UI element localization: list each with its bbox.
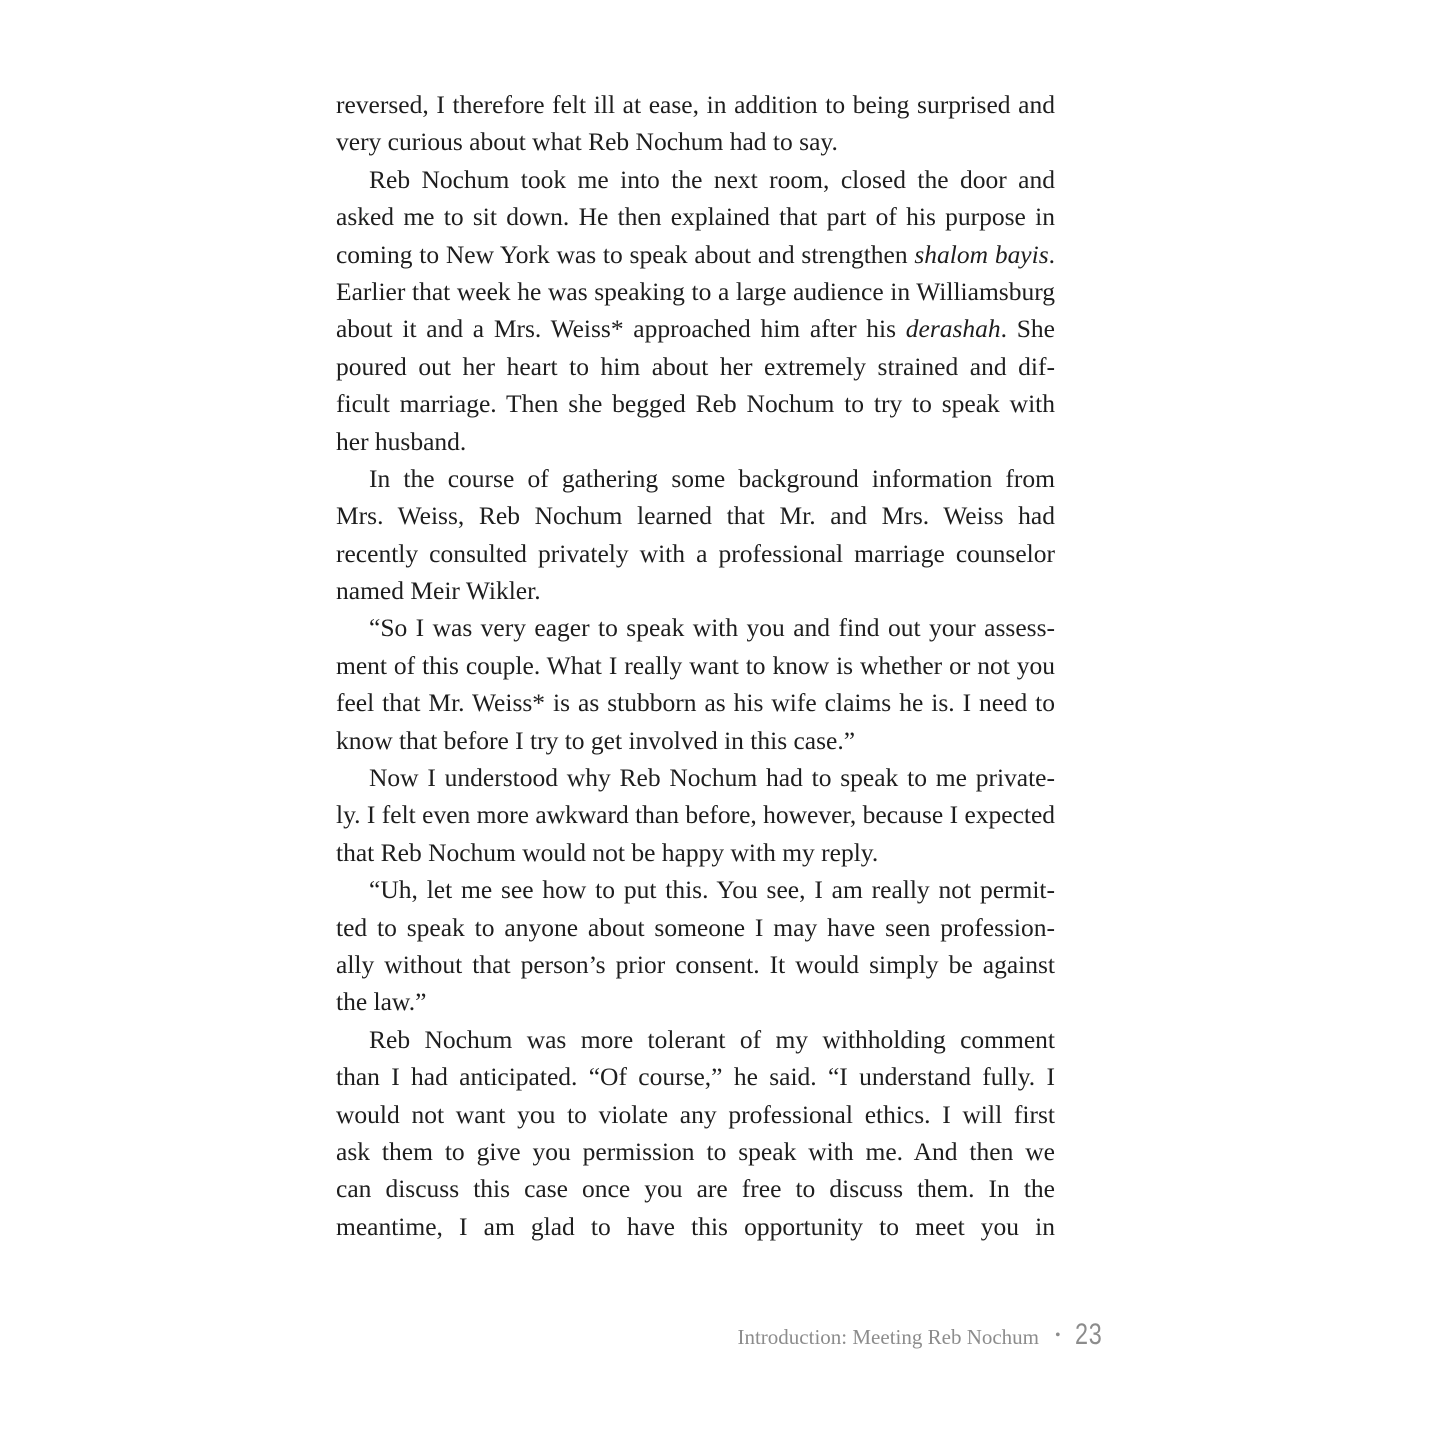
text-line-content: recently consulted privately with a professional marriage counselor: [336, 538, 1055, 568]
footer-separator: •: [1055, 1327, 1061, 1344]
text-line: [336, 609, 1055, 646]
italic-term: derashah: [905, 314, 1001, 344]
text-line: [336, 722, 1055, 759]
text-line: [336, 946, 1055, 983]
text-line: [336, 198, 1055, 235]
text-line-content: ted to speak to anyone about someone I may have seen profession-: [336, 912, 1055, 942]
text-line: [336, 983, 1055, 1020]
italic-term: shalom bayis: [914, 239, 1049, 269]
text-line: [336, 572, 1055, 609]
text-line-content: “So I was very eager to speak with you and find out your assess-: [369, 613, 1055, 643]
text-line: [336, 796, 1055, 833]
text-line-content: very curious about what Reb Nochum had to say.: [336, 127, 838, 157]
text-line-content: would not want you to violate any professional ethics. I will first: [336, 1099, 1055, 1129]
text-line-content: named Meir Wikler.: [336, 576, 541, 606]
text-line-content: that Reb Nochum would not be happy with my reply.: [336, 837, 879, 867]
text-line: [336, 423, 1055, 460]
page-number: 23: [1074, 1318, 1103, 1351]
text-line: [336, 759, 1055, 796]
text-line-content: than I had anticipated. “Of course,” he said. “I understand fully. I: [336, 1062, 1055, 1092]
text-line-content: ficult marriage. Then she begged Reb Nochum to try to speak with: [336, 389, 1055, 419]
text-line-content: Earlier that week he was speaking to a large audience in Williamsburg: [336, 276, 1055, 306]
text-line-content: the law.”: [336, 987, 427, 1017]
text-line: [336, 1170, 1055, 1207]
text-line: [336, 834, 1055, 871]
text-line-content: reversed, I therefore felt ill at ease, in addition to being surprised and: [336, 90, 1055, 119]
text-line-content: ment of this couple. What I really want to know is whether or not you: [336, 650, 1055, 680]
text-line: [336, 647, 1055, 684]
text-line-content: Mrs. Weiss, Reb Nochum learned that Mr. and Mrs. Weiss had: [336, 501, 1055, 531]
text-line-content: In the course of gathering some background information from: [369, 463, 1055, 493]
text-line-content: Now I understood why Reb Nochum had to speak to me private-: [369, 763, 1055, 793]
text-line-content: asked me to sit down. He then explained that part of his purpose in: [336, 202, 1055, 232]
text-line: [336, 86, 1055, 123]
text-line: [336, 1021, 1055, 1058]
text-line: [336, 684, 1055, 721]
text-line-content: poured out her heart to him about her extremely strained and dif-: [336, 351, 1055, 381]
text-line: [336, 535, 1055, 572]
text-line-content: can discuss this case once you are free to discuss them. In the: [336, 1174, 1055, 1204]
text-line: [336, 1096, 1055, 1133]
text-line-content: Reb Nochum was more tolerant of my withholding comment: [369, 1024, 1055, 1054]
text-line-content: “Uh, let me see how to put this. You see, I am really not permit-: [369, 875, 1055, 905]
text-line-content: ly. I felt even more awkward than before, however, because I expected: [336, 800, 1055, 830]
text-line: [336, 385, 1055, 422]
text-line: [336, 909, 1055, 946]
text-line-content: ask them to give you permission to speak with me. And then we: [336, 1136, 1055, 1166]
page-footer: [737, 1318, 1110, 1352]
text-line-content: her husband.: [336, 426, 467, 456]
text-line: [336, 871, 1055, 908]
text-line: [336, 497, 1055, 534]
text-line-content: feel that Mr. Weiss* is as stubborn as his wife claims he is. I need to: [336, 688, 1055, 718]
text-line-content: ally without that person’s prior consent. It would simply be against: [336, 949, 1055, 979]
text-line-continuation: .: [1048, 239, 1055, 269]
text-line: [336, 123, 1055, 160]
running-head: Introduction: Meeting Reb Nochum: [737, 1325, 1040, 1349]
text-line-content: about it and a Mrs. Weiss* approached him after his: [336, 314, 906, 344]
text-line: [336, 1058, 1055, 1095]
text-line: [336, 273, 1055, 310]
text-line-content: meantime, I am glad to have this opportunity to meet you in: [336, 1211, 1055, 1241]
text-line: [336, 348, 1055, 385]
text-line: [336, 310, 1055, 347]
text-line-content: Reb Nochum took me into the next room, closed the door and: [369, 164, 1055, 194]
text-line: [336, 236, 1055, 273]
text-line-content: coming to New York was to speak about and strengthen: [336, 239, 915, 269]
text-line: [336, 460, 1055, 497]
text-line: [336, 1133, 1055, 1170]
text-line-content: know that before I try to get involved in this case.”: [336, 725, 856, 755]
text-line: [336, 1208, 1055, 1245]
text-line-continuation: . She: [1000, 314, 1055, 344]
text-line: [336, 161, 1055, 198]
body-text: [336, 86, 1055, 1245]
